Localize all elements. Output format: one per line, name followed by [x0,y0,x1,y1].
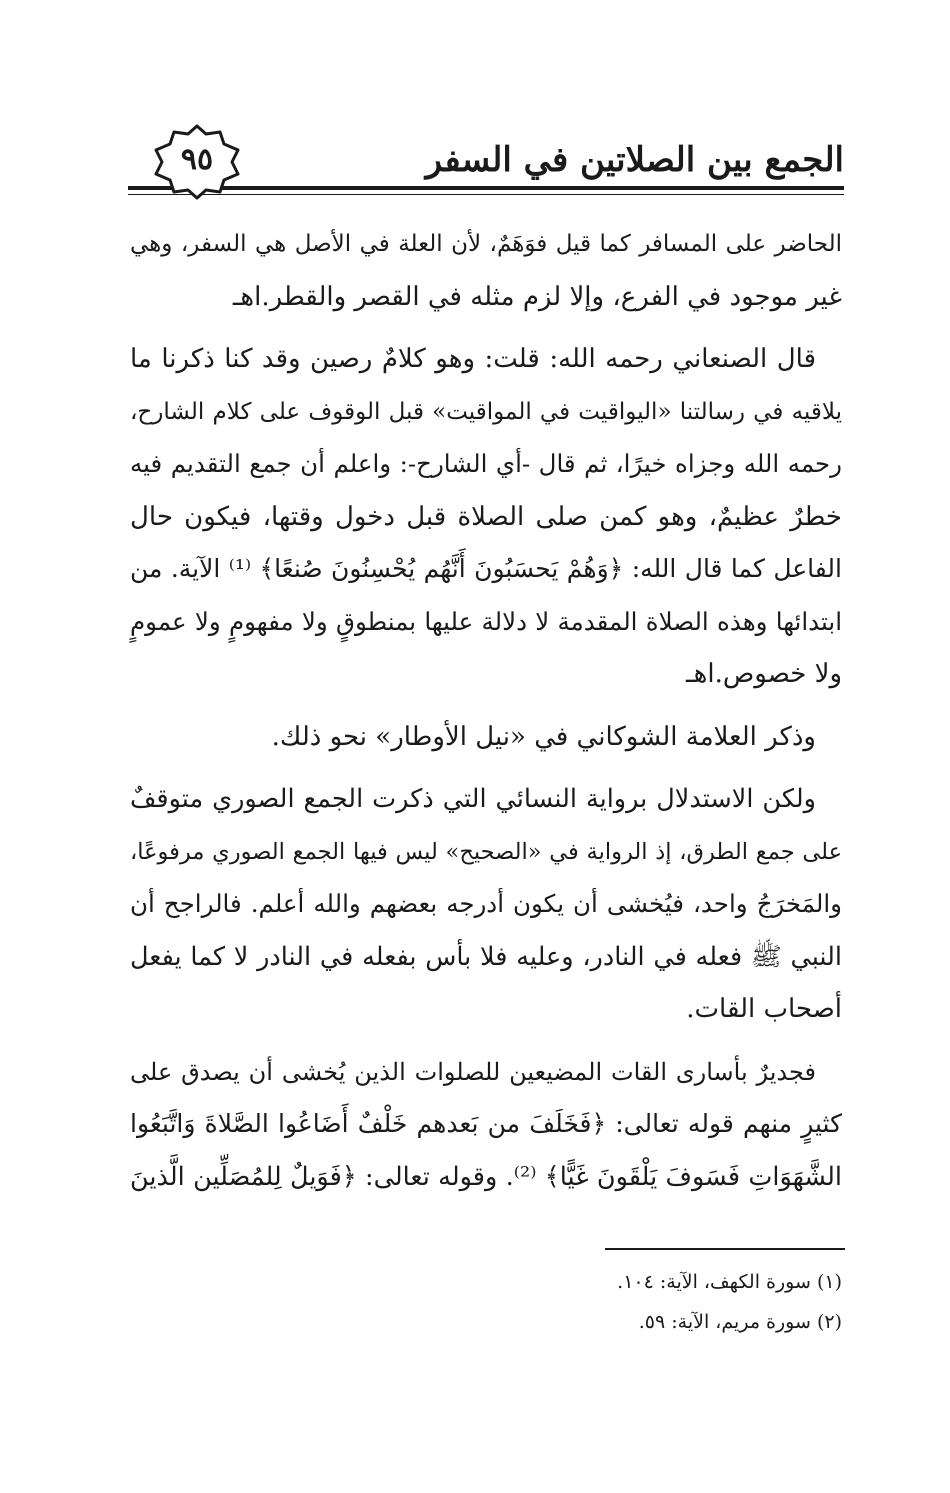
text-line: الفاعل كما قال الله: ﴿وَهُمْ يَحسَبُونَ أَنَّهُم يُحْسِنُونَ صُنعًا﴾ ⁽¹⁾ الآية. من [130,554,842,583]
paragraph [130,218,842,323]
text-line: غير موجود في الفرع، وإلا لزم مثله في القصر والقطر.اهـ [232,281,842,312]
text-line: فجديرٌ بأسارى القات المضيعين للصلوات الذين يُخشى أن يصدق على [130,1057,816,1086]
text-line: أصحاب القات. [686,994,842,1024]
page-number: ٩٥ [180,142,214,177]
page-number-badge [148,122,246,202]
paragraph [130,773,842,1036]
running-title: الجمع بين الصلاتين في السفر [425,140,844,180]
text-line: ولكن الاستدلال برواية النسائي التي ذكرت الجمع الصوري متوقفٌ [130,784,816,814]
text-line: يلاقيه في رسالتنا «اليواقيت في المواقيت» قبل الوقوف على كلام الشارح، [130,398,842,425]
text-line: الشَّهَوَاتِ فَسَوفَ يَلْقَونَ غَيًّا﴾ ⁽²⁾. وقوله تعالى: ﴿فَوَيلٌ لِلمُصَلِّين الَّذينَ [130,1161,843,1192]
page-header [128,118,844,188]
text-line: رحمه الله وجزاه خيرًا، ثم قال -أي الشارح-: واعلم أن جمع التقديم فيه [130,449,842,478]
text-line: النبي ﷺ فعله في النادر، وعليه فلا بأس بفعله في النادر لا كما يفعل [130,941,842,972]
text-line: على جمع الطرق، إذ الرواية في «الصحيح» ليس فيها الجمع الصوري مرفوعًا، [130,838,842,865]
body-text [130,218,842,1203]
text-line: ابتدائها وهذه الصلاة المقدمة لا دلالة عليها بمنطوقٍ ولا مفهومٍ ولا عمومٍ [130,606,842,636]
text-line: والمَخرَجُ واحد، فيُخشى أن يكون أدرجه بعضهم والله أعلم. فالراجح أن [130,889,842,918]
text-line: كثيرٍ منهم قوله تعالى: ﴿فَخَلَفَ من بَعدهم خَلْفٌ أَضَاعُوا الصَّلاةَ وَاتَّبَعُوا [130,1109,842,1138]
footnote: (٢) سورة مريم، الآية: ٥٩. [638,1311,842,1333]
paragraph [130,333,842,701]
text-line: خطرٌ عظيمٌ، وهو كمن صلى الصلاة قبل دخول وقتها، فيكون حال [130,501,842,532]
footnote-separator [605,1248,845,1250]
paragraph [130,1046,842,1204]
footnotes [442,1262,842,1342]
footnote: (١) سورة الكهف، الآية: ١٠٤. [617,1271,842,1293]
text-line: قال الصنعاني رحمه الله: قلت: وهو كلامٌ رصين وقد كنا ذكرنا ما [130,344,816,374]
text-line: ولا خصوص.اهـ [686,659,842,689]
text-line: الحاضر على المسافر كما قيل فوَهَمٌ، لأن العلة في الأصل هي السفر، وهي [130,231,842,257]
text-line: وذكر العلامة الشوكاني في «نيل الأوطار» نحو ذلك. [271,721,816,752]
paragraph [130,711,842,764]
